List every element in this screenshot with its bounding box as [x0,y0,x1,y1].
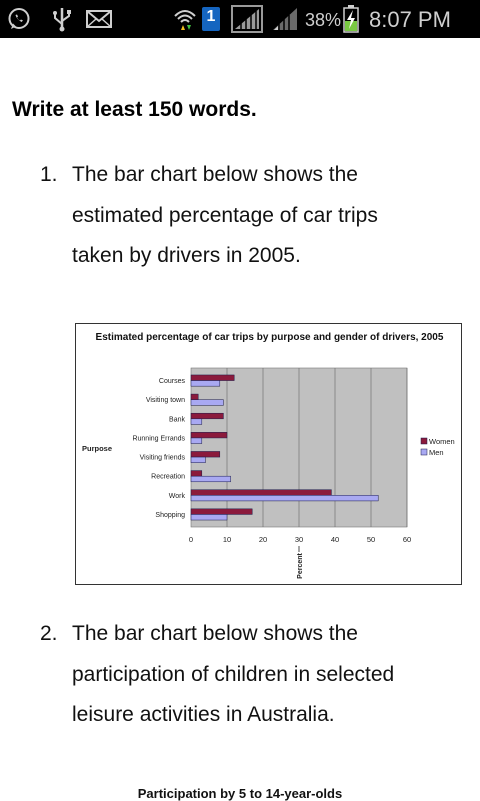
category-label: Recreation [151,473,185,481]
second-figure-title: Participation by 5 to 14-year-olds [137,786,343,801]
bar-chart [76,324,461,584]
battery-charging-icon [342,6,360,32]
sim-badge: 1 [206,8,216,25]
bar-women [191,432,227,438]
wifi-icon [172,6,198,32]
bar-men [191,419,202,425]
chart-figure [75,323,462,585]
item-number: 2. [40,622,58,645]
category-label: Work [168,492,185,500]
bar-men [191,438,202,444]
legend-swatch-men [421,449,427,455]
clock: 8:07 PM [369,7,451,32]
bar-men [191,495,378,501]
category-label: Shopping [155,511,185,519]
bar-men [191,381,220,387]
bar-women [191,413,223,419]
bar-men [191,457,205,463]
sim-icon [200,6,222,32]
usb-icon [50,6,74,32]
bar-women [191,394,198,400]
signal-icon [270,6,300,32]
item-line: estimated percentage of car trips [72,203,378,227]
item-line: taken by drivers in 2005. [72,244,301,267]
chart-title: Estimated percentage of car trips by purpose and gender of drivers, 2005 [95,332,444,343]
no-signal-icon [230,6,264,32]
status-bar [0,0,480,38]
x-tick-label: 60 [402,535,412,544]
bar-men [191,514,227,520]
x-tick-label: 30 [294,535,304,544]
bar-women [191,451,220,457]
category-label: Bank [169,416,185,424]
bar-men [191,400,223,406]
bar-men [191,476,231,482]
legend-label-men: Men [429,448,444,457]
x-tick-label: 0 [188,535,194,544]
x-axis-label: Percent [297,553,304,579]
category-label: Visiting friends [139,454,185,462]
x-tick-label: 50 [366,535,376,544]
category-label: Visiting town [145,397,185,405]
category-label: Running Errands [132,435,185,443]
legend-swatch-women [421,438,427,444]
item-line: participation of children in selected [72,662,395,686]
item-line: leisure activities in Australia. [72,703,335,726]
item-line: The bar chart below shows the [72,163,358,186]
page-heading: Write at least 150 words. [12,98,257,121]
item-line: The bar chart below shows the [72,622,358,645]
x-tick-label: 20 [258,535,268,544]
category-label: Courses [158,378,185,386]
bar-women [191,471,202,477]
item-text [72,155,467,277]
item-number: 1. [40,163,58,186]
mail-icon [86,6,112,32]
x-tick-label: 10 [222,535,232,544]
item-text [72,614,467,736]
y-axis-label: Purpose [82,444,113,453]
bar-women [191,509,252,515]
battery-percent: 38% [305,10,342,30]
bar-women [191,375,234,381]
legend-label-women: Women [429,437,455,446]
bar-women [191,490,331,496]
whatsapp-icon [6,6,32,32]
x-tick-label: 40 [330,535,340,544]
